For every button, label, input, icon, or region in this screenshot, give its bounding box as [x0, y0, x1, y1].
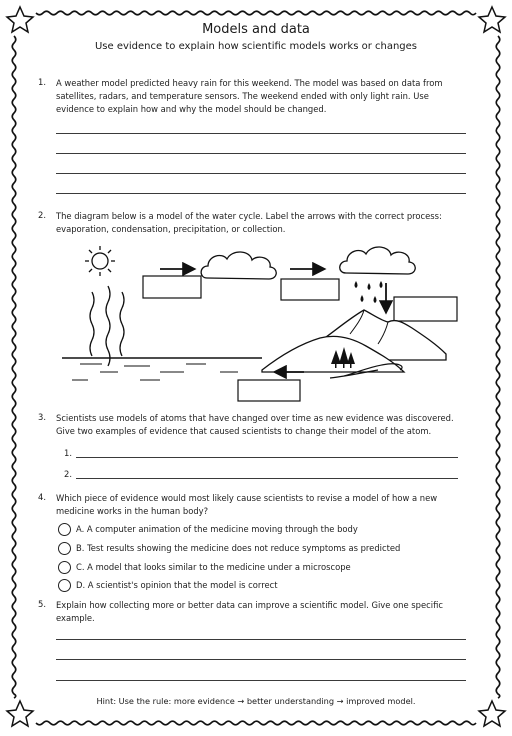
- label-box-precipitation[interactable]: [394, 297, 457, 321]
- question-number: 3.: [38, 412, 46, 422]
- question-1-line: A weather model predicted heavy rain for this weekend. The model was based on data from: [56, 78, 443, 88]
- answer-line[interactable]: [76, 457, 458, 458]
- option-b-label: B. Test results showing the medicine does not reduce symptoms as predicted: [76, 543, 401, 553]
- question-3-line: Give two examples of evidence that caused scientists to change their model of the atom.: [56, 426, 432, 436]
- option-c-radio[interactable]: [58, 561, 71, 574]
- question-5-line: Explain how collecting more or better data can improve a scientific model. Give one specific: [56, 600, 443, 610]
- label-box-collection[interactable]: [238, 380, 300, 401]
- question-3-line: Scientists use models of atoms that have changed over time as new evidence was discovered.: [56, 413, 454, 423]
- hint-text: Hint: Use the rule: more evidence → better understanding → improved model.: [96, 696, 416, 706]
- question-number: 1.: [38, 77, 46, 87]
- question-1-line: evidence to explain how and why the model should be changed.: [56, 104, 327, 114]
- question-number: 5.: [38, 599, 46, 609]
- option-b-radio[interactable]: [58, 542, 71, 555]
- question-5-line: example.: [56, 613, 95, 623]
- option-d-label: D. A scientist's opinion that the model is correct: [76, 580, 278, 590]
- page-subtitle: Use evidence to explain how scientific models works or changes: [94, 41, 418, 52]
- cloud-icon: [201, 252, 276, 279]
- option-a-label: A. A computer animation of the medicine moving through the body: [76, 524, 358, 534]
- blank-label: 1.: [64, 448, 72, 458]
- sun-icon: [85, 246, 115, 276]
- rain-cloud-icon: [340, 247, 416, 274]
- question-number: 2.: [38, 210, 46, 220]
- question-4-line: medicine works in the human body?: [56, 506, 209, 516]
- rain-drops: [355, 281, 383, 303]
- answer-line[interactable]: [76, 478, 458, 479]
- ocean-waves: [72, 364, 238, 380]
- option-c-label: C. A model that looks similar to the medicine under a microscope: [76, 562, 351, 572]
- evaporation-waves: [90, 286, 124, 366]
- label-box-evaporation[interactable]: [143, 276, 201, 298]
- question-1-line: satellites, radars, and temperature sensors. The weekend ended with only light rain. Use: [56, 91, 429, 101]
- label-box-condensation[interactable]: [281, 279, 339, 300]
- question-2-line: The diagram below is a model of the water cycle. Label the arrows with the correct process:: [56, 211, 442, 221]
- option-a-radio[interactable]: [58, 523, 71, 536]
- answer-line[interactable]: [56, 639, 466, 640]
- blank-label: 2.: [64, 469, 72, 479]
- option-d-radio[interactable]: [58, 579, 71, 592]
- answer-line[interactable]: [56, 659, 466, 660]
- question-4-line: Which piece of evidence would most likely cause scientists to revise a model of how a new: [56, 493, 438, 503]
- answer-line[interactable]: [56, 680, 466, 681]
- question-2-line: evaporation, condensation, precipitation, or collection.: [56, 224, 286, 234]
- question-number: 4.: [38, 492, 46, 502]
- page-title: Models and data: [202, 22, 310, 37]
